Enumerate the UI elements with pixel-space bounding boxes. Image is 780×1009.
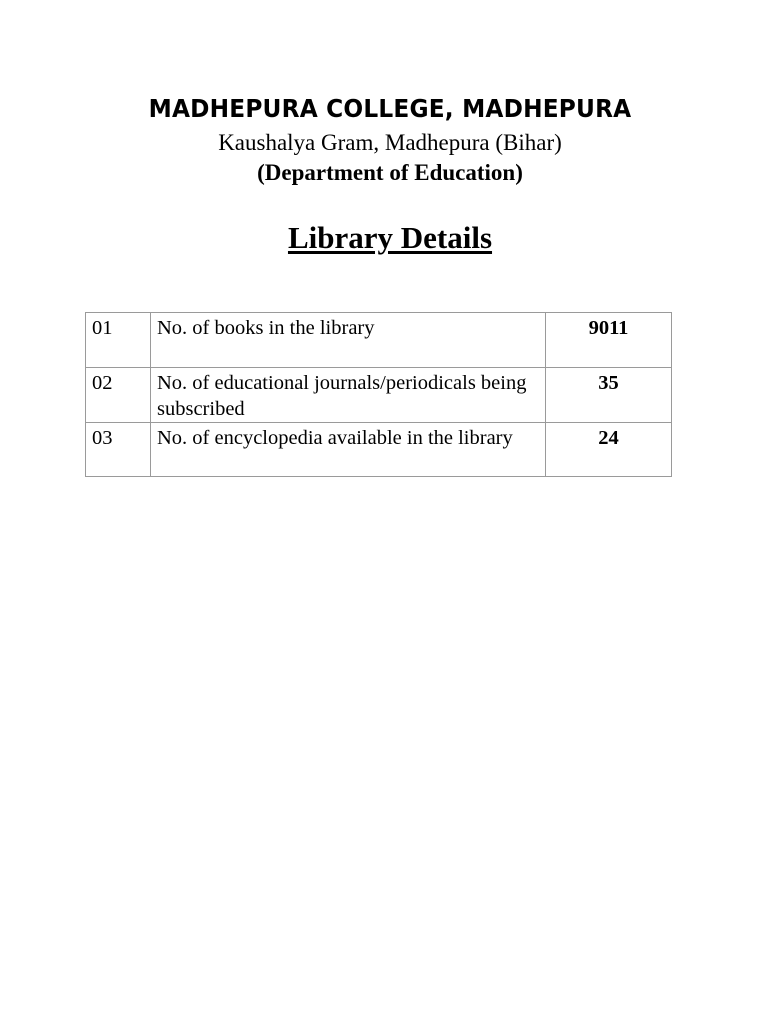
row-description: No. of educational journals/periodicals being subscribed bbox=[151, 368, 546, 423]
row-description: No. of encyclopedia available in the library bbox=[151, 423, 546, 477]
row-number: 02 bbox=[86, 368, 151, 423]
college-address: Kaushalya Gram, Madhepura (Bihar) bbox=[218, 130, 562, 155]
table-row bbox=[86, 313, 672, 368]
table-row bbox=[86, 368, 672, 423]
row-value: 24 bbox=[546, 423, 672, 477]
department-name: (Department of Education) bbox=[257, 160, 523, 185]
row-description: No. of books in the library bbox=[151, 313, 546, 368]
row-value: 35 bbox=[546, 368, 672, 423]
row-number: 01 bbox=[86, 313, 151, 368]
library-details-table bbox=[85, 312, 672, 477]
college-name: MADHEPURA COLLEGE, MADHEPURA bbox=[148, 94, 632, 123]
table-row bbox=[86, 423, 672, 477]
document-title: Library Details bbox=[287, 220, 493, 255]
row-value: 9011 bbox=[546, 313, 672, 368]
row-number: 03 bbox=[86, 423, 151, 477]
